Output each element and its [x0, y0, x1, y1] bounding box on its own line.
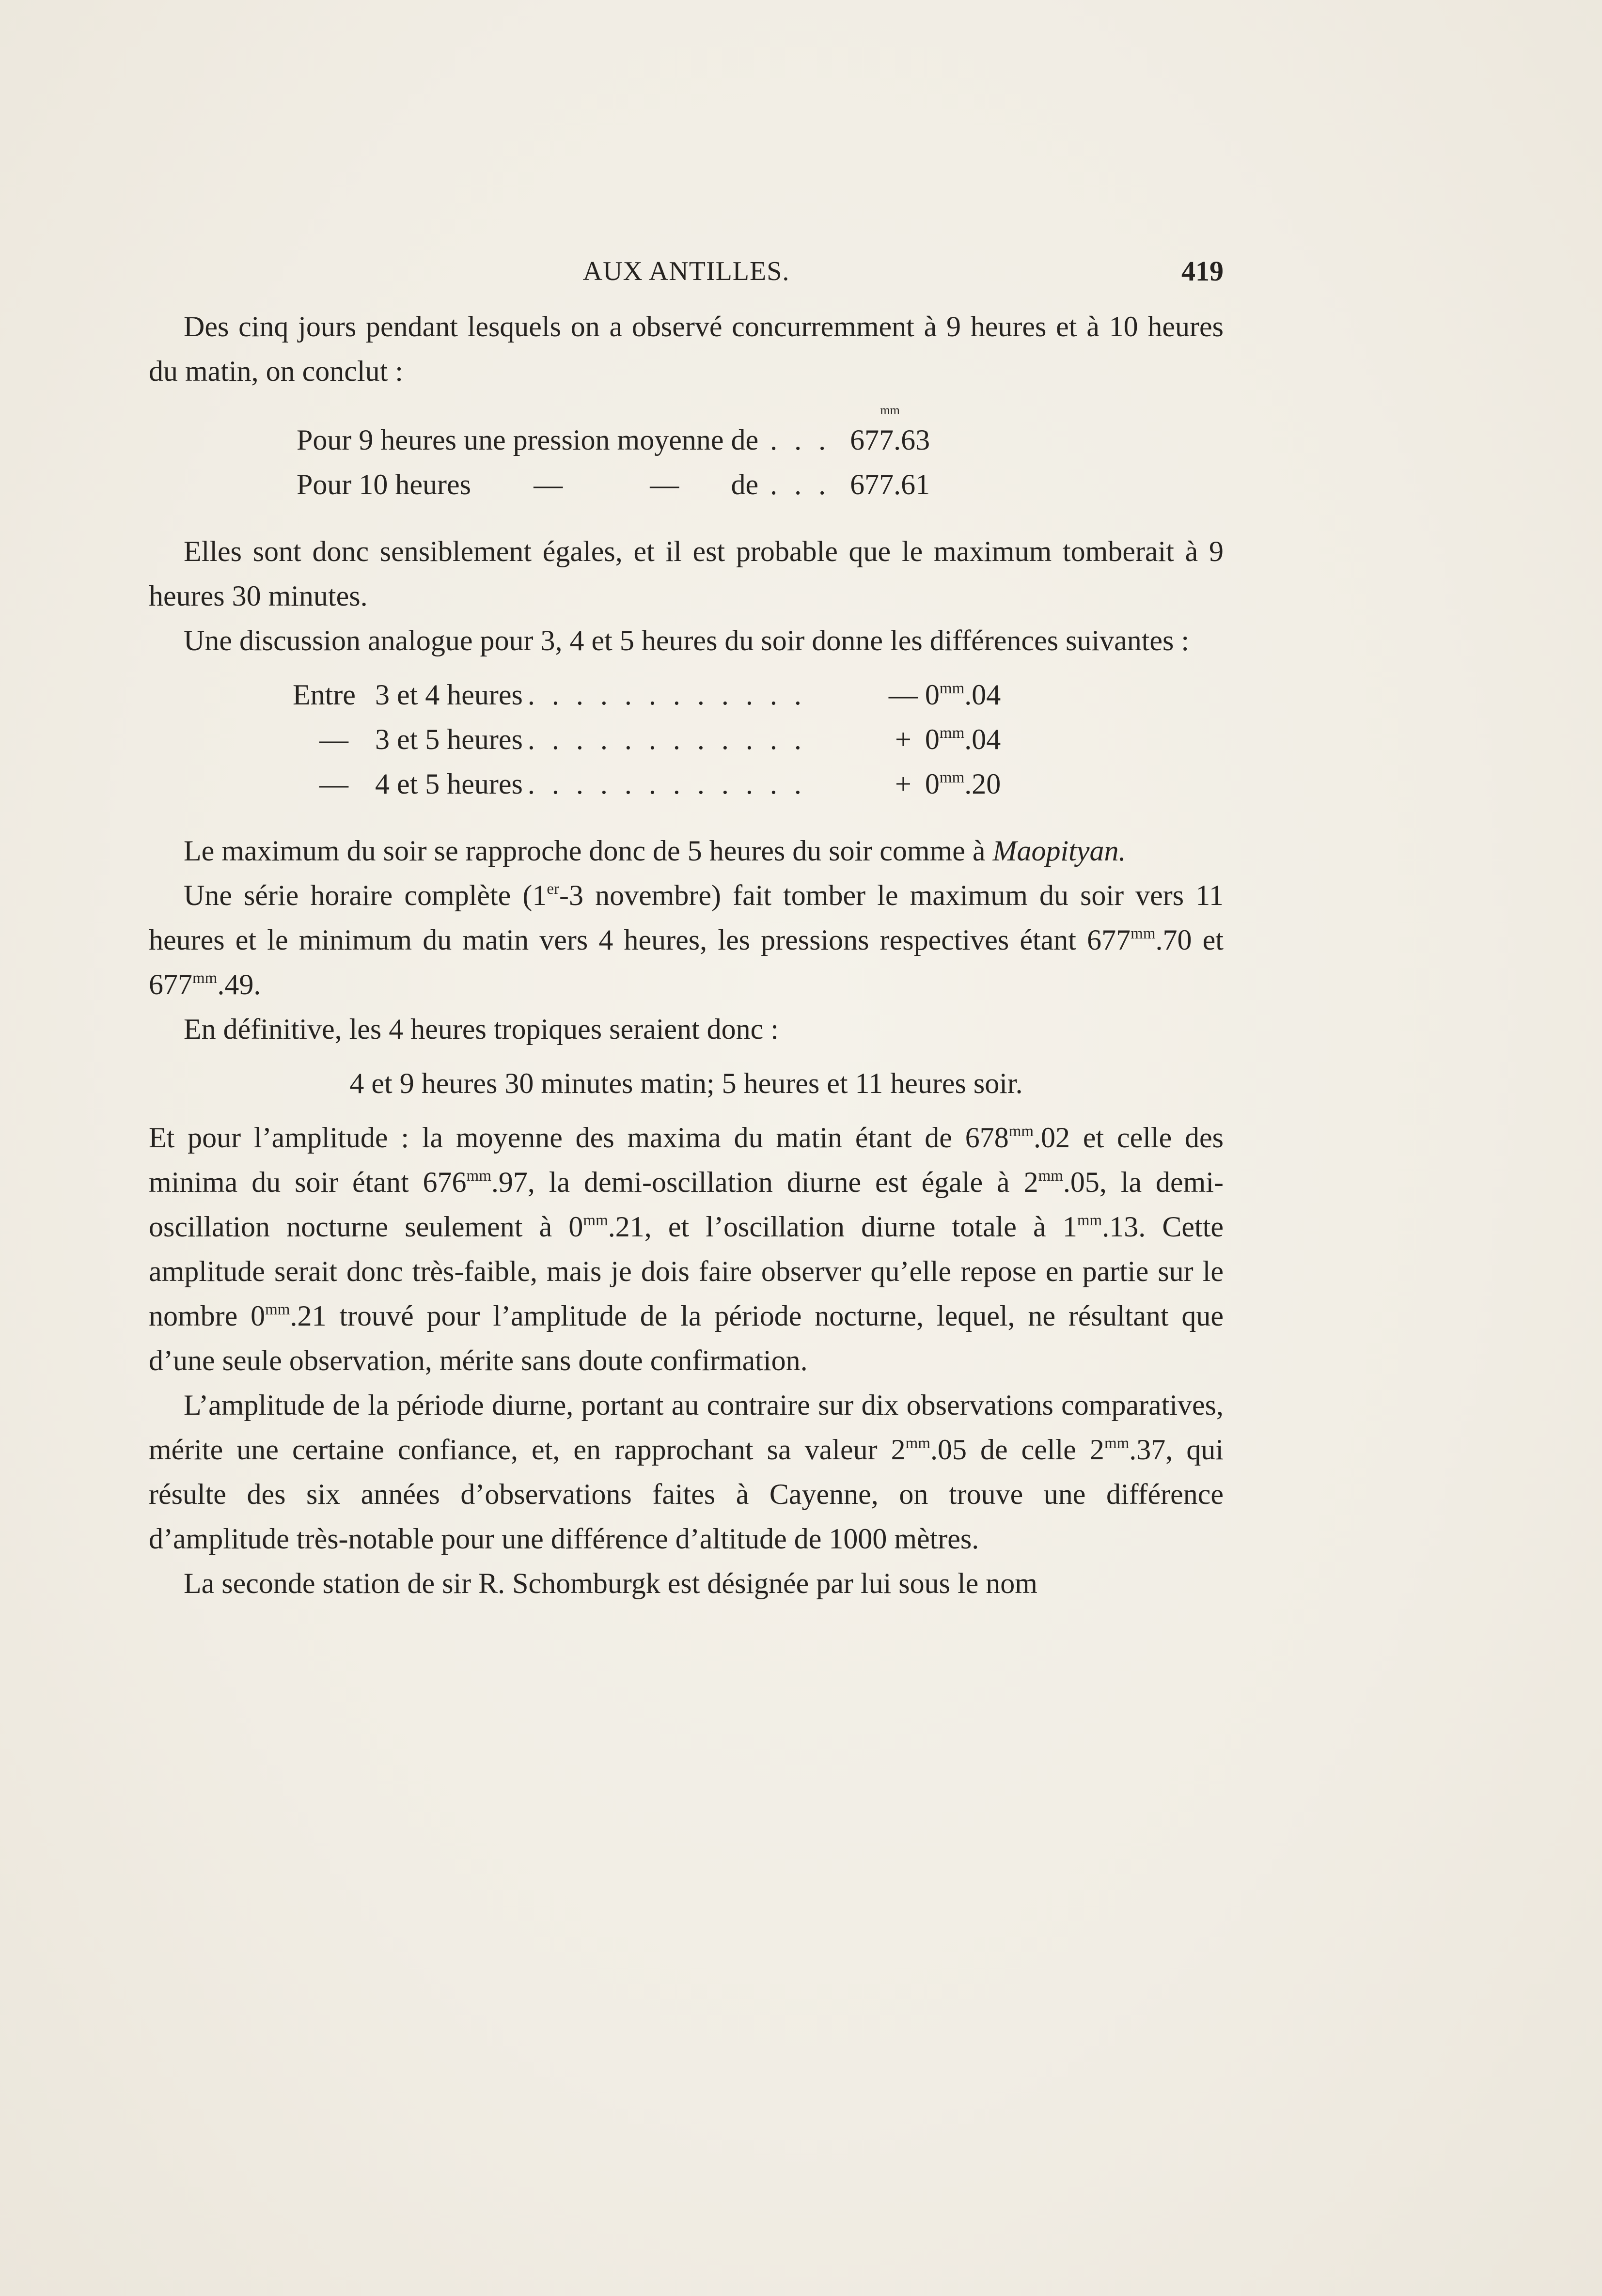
difference-lead: Entre — [293, 679, 356, 711]
pressure-suffix: de — [731, 469, 759, 500]
paragraph-7: Et pour l’amplitude : la moyenne des maxima du matin étant de $678^{mm}.02$ et celle des minima du soir étant $676^{mm}.97$, la demi-oscillation diurne est égale à $2^{mm}.05$, la demi-oscillation nocturne seulement à $0^{mm}.21$, et l’oscillation diurne totale à $1^{mm}.13$. Cette amplitude serait donc très-faible, mais je dois faire observer qu’elle repose en partie sur le nombre $0^{mm}.21$ trouvé pour l’amplitude de la période nocturne, lequel, ne résultant que d’une seule observation, mérite sans doute confirmation. — [149, 1122, 1224, 1376]
pressure-row — [297, 418, 930, 462]
ditto-dash: — — [319, 768, 348, 800]
difference-leaders: . . . . . . . . . . . . — [527, 768, 806, 800]
paragraph-1: Des cinq jours pendant lesquels on a observé concurremment à 9 heures et à 10 heures du matin, on conclut : — [149, 311, 1224, 387]
ditto-dash: — — [650, 469, 679, 500]
difference-label: 3 et 4 heures — [375, 679, 523, 711]
running-header — [149, 252, 1224, 291]
pressure-value: 677.63 — [850, 424, 930, 456]
pressure-value: 677.61 — [850, 469, 930, 500]
difference-label: 4 et 5 heures — [375, 768, 523, 800]
difference-row — [293, 717, 1001, 762]
page-number: 419 — [1181, 255, 1224, 287]
difference-row — [293, 762, 1001, 806]
difference-value: $0^{mm}.04$ — [925, 679, 1001, 711]
difference-sign: — — [888, 679, 918, 711]
difference-label: 3 et 5 heures — [375, 723, 523, 755]
difference-value: $0^{mm}.20$ — [925, 768, 1001, 800]
difference-leaders: . . . . . . . . . . . . — [527, 723, 806, 755]
paragraph-9: La seconde station de sir R. Schomburgk est désignée par lui sous le nom — [184, 1567, 1037, 1599]
pressure-label: Pour 9 heures une pression moyenne de — [297, 424, 759, 456]
pressure-unit: mm — [880, 403, 900, 417]
difference-value: $0^{mm}.04$ — [925, 723, 1001, 755]
ditto-dash: — — [534, 469, 563, 500]
pressure-row — [297, 462, 930, 507]
paragraph-3: Une discussion analogue pour 3, 4 et 5 heures du soir donne les différences suivantes : — [184, 625, 1190, 656]
place-name: Maopityan. — [992, 835, 1126, 867]
paragraph-8: L’amplitude de la période diurne, portant au contraire sur dix observations comparatives, mérite une certaine confiance, et, en rapprochant sa valeur $2^{mm}.05$ de celle $2^{mm}.37$, qui résulte des six années d’observations faites à Cayenne, on trouve une différence d’amplitude très-notable pour une différence d’altitude de 1000 mètres. — [149, 1389, 1224, 1555]
difference-row — [293, 672, 1001, 717]
pressure-label: Pour 10 heures — [297, 469, 471, 500]
paragraph-2: Elles sont donc sensiblement égales, et il est probable que le maximum tomberait à 9 heures 30 minutes. — [149, 535, 1224, 612]
pressure-leaders: . . . — [770, 469, 831, 500]
difference-leaders: . . . . . . . . . . . . — [527, 679, 806, 711]
running-title: AUX ANTILLES. — [582, 256, 790, 286]
ditto-dash: — — [319, 723, 348, 755]
difference-sign: + — [895, 723, 911, 755]
tropical-hours-formula: 4 et 9 heures 30 minutes matin; 5 heures et 11 heures soir. — [349, 1067, 1023, 1099]
paragraph-5: Une série horaire complète (1er-3 novembre) fait tomber le maximum du soir vers 11 heures et le minimum du matin vers 4 heures, les pressions respectives étant $677^{mm}.70$ et $677^{mm}.49$. — [149, 879, 1224, 1000]
difference-sign: + — [895, 768, 911, 800]
pressure-table — [297, 403, 930, 507]
paragraph-4: Le maximum du soir se rapproche donc de 5 heures du soir comme à Maopityan. — [184, 835, 1126, 867]
pressure-leaders: . . . — [770, 424, 831, 456]
difference-table — [293, 672, 1001, 806]
body-text — [149, 304, 1224, 1606]
paragraph-6: En définitive, les 4 heures tropiques seraient donc : — [184, 1013, 779, 1045]
